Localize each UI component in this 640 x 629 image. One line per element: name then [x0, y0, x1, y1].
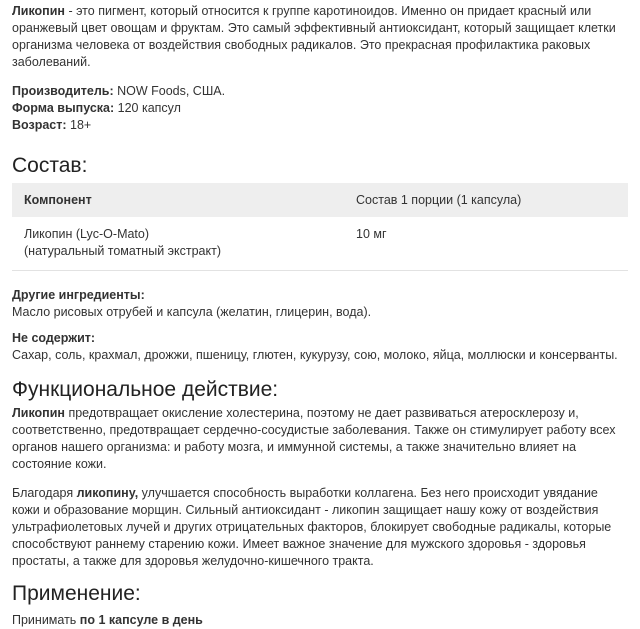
age-value: 18+ [66, 118, 92, 132]
function-pre-2: Благодаря [12, 486, 77, 500]
component-description: (натуральный томатный экстракт) [24, 244, 222, 258]
free-from-value: Сахар, соль, крахмал, дрожжи, пшеницу, глютен, кукурузу, сою, молоко, яйца, моллюски и консерванты. [12, 348, 618, 362]
usage-pre: Принимать [12, 613, 80, 627]
free-from [12, 330, 628, 364]
product-description [12, 0, 628, 629]
manufacturer-label: Производитель: [12, 84, 114, 98]
table-cell-component [12, 217, 344, 271]
form-value: 120 капсул [114, 101, 181, 115]
function-term-2: ликопину, [76, 486, 139, 500]
composition-heading: Состав: [12, 154, 88, 177]
product-meta [12, 83, 628, 134]
usage-dose: по 1 капсуле в день [79, 613, 203, 627]
other-ingredients [12, 287, 628, 321]
table-cell-amount: 10 мг [344, 217, 628, 271]
function-heading: Функциональное действие: [12, 378, 279, 401]
function-term-1: Ликопин [12, 406, 65, 420]
free-from-label: Не содержит: [12, 331, 96, 345]
composition-table [12, 183, 628, 271]
other-ingredients-label: Другие ингредиенты: [12, 288, 145, 302]
function-text-1: предотвращает окисление холестерина, поэтому не дает развиваться атеросклерозу и, соответственно, предотвращает сердечно-сосудистые заболевания. Также он стимулирует работу всех органов нашего организма: и работу мозга, и иммунной системы, а также значительно влияет на состояние кожи. [12, 406, 616, 471]
form-row [12, 100, 628, 117]
manufacturer-value: NOW Foods, США. [113, 84, 226, 98]
function-paragraph-1 [12, 405, 628, 473]
form-label: Форма выпуска: [12, 101, 115, 115]
intro-text: - это пигмент, который относится к группе каротиноидов. Именно он придает красный или оранжевый цвет овощам и фруктам. Это самый эффективный антиоксидант, который защищает клетки организма человека от воздействия свободных радикалов. Это прекрасная профилактика раковых заболеваний. [12, 4, 616, 69]
column-header-amount: Состав 1 порции (1 капсула) [356, 192, 522, 207]
intro-term: Ликопин [12, 4, 65, 18]
age-row [12, 117, 628, 134]
function-paragraph-2 [12, 485, 628, 570]
age-label: Возраст: [12, 118, 67, 132]
intro-paragraph [12, 3, 628, 71]
column-header-component: Компонент [24, 192, 92, 207]
usage-heading: Применение: [12, 582, 141, 605]
component-name: Ликопин (Lyc-O-Mato) [24, 227, 150, 241]
function-text-2: улучшается способность выработки коллагена. Без него происходит увядание кожи и образование морщин. Сильный антиоксидант - ликопин защищает нашу кожу от воздействия ультрафиолетовых лучей и других отрицательных факторов, блокирует свободные радикалы, которые способствуют раннему старению кожи. Имеет важное значение для мужского здоровья - здоровья простаты, а также для здоровья желудочно-кишечного тракта. [12, 486, 612, 568]
table-header-row [12, 183, 628, 217]
table-row [12, 217, 628, 271]
usage-text [12, 612, 628, 629]
manufacturer-row [12, 83, 628, 100]
other-ingredients-value: Масло рисовых отрубей и капсула (желатин, глицерин, вода). [12, 305, 372, 319]
